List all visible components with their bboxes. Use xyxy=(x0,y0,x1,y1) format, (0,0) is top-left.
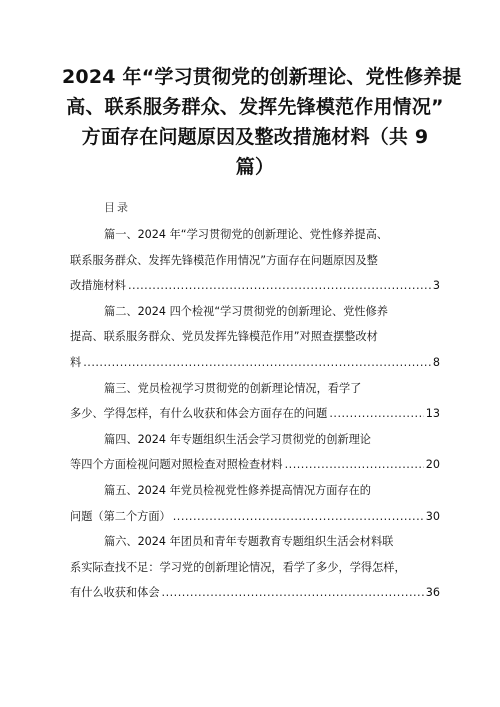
toc-entry-last-row xyxy=(70,452,440,478)
toc-entry-text: 多少、学得怎样，有什么收获和体会方面存在的问题 xyxy=(70,407,328,421)
title-line-1: 2024 年“学习贯彻党的创新理论、党性修养提 xyxy=(62,66,462,88)
toc-entry-last-row xyxy=(70,350,440,376)
toc-leader-dots xyxy=(173,504,424,530)
title-line-2: 高、联系服务群众、发挥先锋模范作用情况” xyxy=(66,96,444,118)
table-of-contents xyxy=(70,222,440,606)
toc-entry-2[interactable] xyxy=(70,299,440,376)
toc-entry-text: 篇二、2024 四个检视“学习贯彻党的创新理论、党性修养 xyxy=(104,304,388,318)
toc-entry-text: 篇一、2024 年“学习贯彻党的创新理论、党性修养提高、 xyxy=(104,228,388,241)
toc-entry-text: 改措施材料 xyxy=(70,279,126,293)
toc-entry-text: 有什么收获和体会 xyxy=(70,586,160,600)
toc-entry-last-row xyxy=(70,504,440,530)
toc-entry-last-row xyxy=(70,401,440,427)
toc-entry-last-row xyxy=(70,273,440,299)
toc-page-number: 20 xyxy=(425,458,440,472)
toc-leader-dots xyxy=(128,273,431,299)
toc-entry-text: 篇六、2024 年团员和青年专题教育专题组织生活会材料联 xyxy=(104,535,394,549)
toc-page-number: 36 xyxy=(425,586,440,600)
toc-entry-5[interactable] xyxy=(70,478,440,529)
toc-entry-text: 篇五、2024 年党员检视党性修养提高情况方面存在的 xyxy=(104,483,371,497)
toc-entry-text: 提高、联系服务群众、党员发挥先锋模范作用”对照查摆整改材 xyxy=(70,330,378,344)
toc-entry-1[interactable] xyxy=(70,222,440,299)
toc-entry-text: 等四个方面检视问题对照检查对照检查材料 xyxy=(70,458,283,472)
toc-leader-dots xyxy=(329,401,423,427)
toc-entry-text: 联系服务群众、发挥先锋模范作用情况”方面存在问题原因及整 xyxy=(70,253,378,267)
toc-entry-text: 问题（第二个方面） xyxy=(70,509,171,523)
toc-entry-text: 料 xyxy=(70,355,82,369)
toc-leader-dots xyxy=(83,350,431,376)
toc-entry-text: 系实际查找不足：学习党的创新理论情况，看学了多少，学得怎样， xyxy=(70,560,406,574)
toc-leader-dots xyxy=(285,452,424,478)
toc-entry-text: 篇三、党员检视学习贯彻党的创新理论情况，看学了 xyxy=(104,381,362,395)
toc-page-number: 3 xyxy=(432,279,440,293)
toc-page-number: 13 xyxy=(425,407,440,421)
toc-entry-4[interactable] xyxy=(70,427,440,478)
toc-page-number: 30 xyxy=(425,509,440,523)
title-line-4: 篇） xyxy=(235,156,275,178)
toc-entry-6[interactable] xyxy=(70,529,440,606)
toc-leader-dots xyxy=(162,580,424,606)
toc-entry-3[interactable] xyxy=(70,376,440,427)
toc-heading: 目录 xyxy=(104,201,130,214)
toc-page-number: 8 xyxy=(432,355,440,369)
document-title xyxy=(62,62,462,182)
title-line-3: 方面存在问题原因及整改措施材料（共 9 xyxy=(81,126,429,148)
toc-entry-text: 篇四、2024 年专题组织生活会学习贯彻党的创新理论 xyxy=(104,432,371,446)
toc-entry-last-row xyxy=(70,580,440,606)
